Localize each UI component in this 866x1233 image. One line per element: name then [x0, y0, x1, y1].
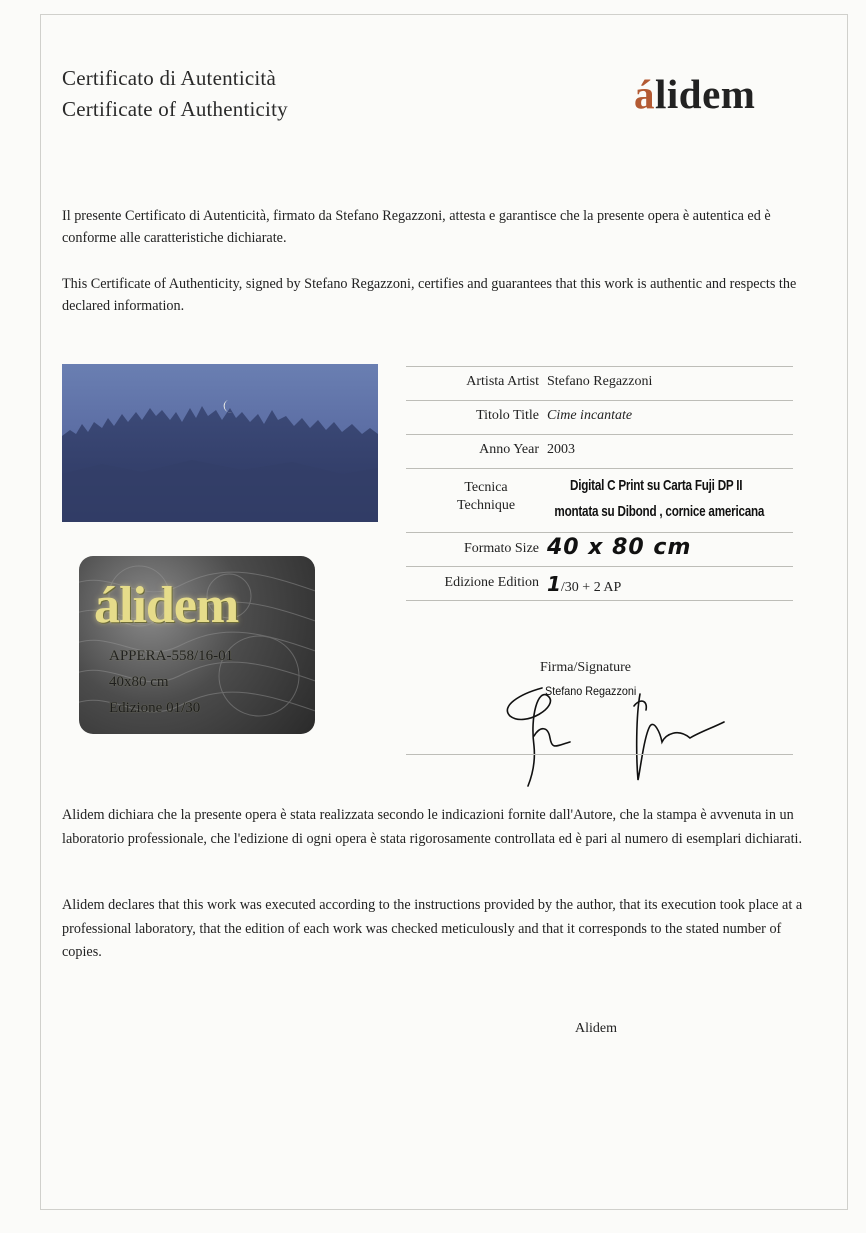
- technique-label: [441, 479, 531, 515]
- row-edition: [406, 566, 793, 601]
- artist-value: Stefano Regazzoni: [547, 374, 653, 389]
- hologram-logo: álidem: [94, 577, 239, 634]
- technique-value-line2: montata su Dibond , cornice americana: [554, 503, 765, 520]
- row-title: [406, 400, 793, 435]
- row-technique: [406, 468, 793, 533]
- signature-line: [406, 754, 793, 755]
- title-english: Certificate of Authenticity: [62, 97, 288, 121]
- closing-signature: Alidem: [575, 1021, 617, 1036]
- size-value: 40 x 80 cm: [547, 535, 692, 560]
- edition-value: [547, 572, 621, 596]
- edition-label: Edizione Edition: [444, 575, 539, 590]
- declaration-italian: Alidem dichiara che la presente opera è stata realizzata secondo le indicazioni fornite dall'Autore, che la stampa è avvenuta in un laboratorio professionale, che l'edizione di ogni opera è stata rigorosamente controllata ed è pari al numero di esemplari dichiarati.: [62, 807, 803, 847]
- hologram-size: 40x80 cm: [109, 674, 169, 690]
- row-size: [406, 532, 793, 567]
- hologram-code: APPERA-558/16-01: [109, 648, 234, 664]
- table-bottom-rule: [406, 600, 793, 601]
- size-label: Formato Size: [463, 541, 539, 556]
- hologram-edition: Edizione 01/30: [109, 700, 201, 716]
- intro-italian: Il presente Certificato di Autenticità, firmato da Stefano Regazzoni, attesta e garantisce che la presente opera è autentica ed è conforme alle caratteristiche dichiarate.: [62, 208, 771, 246]
- title-italian: Certificato di Autenticità: [62, 66, 276, 90]
- edition-number: 1: [547, 572, 561, 596]
- edition-total: /30 + 2 AP: [560, 580, 622, 595]
- artist-label: Artista Artist: [466, 374, 539, 389]
- signature-label: Firma/Signature: [540, 660, 631, 675]
- technique-value: [554, 473, 765, 525]
- row-year: [406, 434, 793, 469]
- alidem-logo: álidem: [634, 71, 756, 117]
- year-label: Anno Year: [479, 442, 539, 457]
- row-artist: [406, 366, 793, 401]
- declaration-english: Alidem declares that this work was executed according to the instructions provided by the author, that its execution took place at a professional laboratory, that the edition of each work was checked meticulously and that it corresponds to the stated number of copies.: [62, 897, 803, 960]
- signature-stamp: Stefano Regazzoni: [545, 684, 637, 698]
- technique-value-line1: Digital C Print su Carta Fuji DP II: [570, 477, 743, 494]
- artwork-photo: [62, 364, 378, 522]
- title-label: Titolo Title: [476, 408, 539, 423]
- hologram-seal: [79, 556, 315, 734]
- year-value: 2003: [547, 442, 575, 457]
- title-value: Cime incantate: [547, 408, 633, 423]
- technique-label-it: Tecnica: [464, 480, 508, 495]
- handwritten-signature: [490, 676, 730, 796]
- technique-label-en: Technique: [456, 498, 516, 513]
- intro-english: This Certificate of Authenticity, signed by Stefano Regazzoni, certifies and guarantees that this work is authentic and respects the declared information.: [62, 276, 797, 314]
